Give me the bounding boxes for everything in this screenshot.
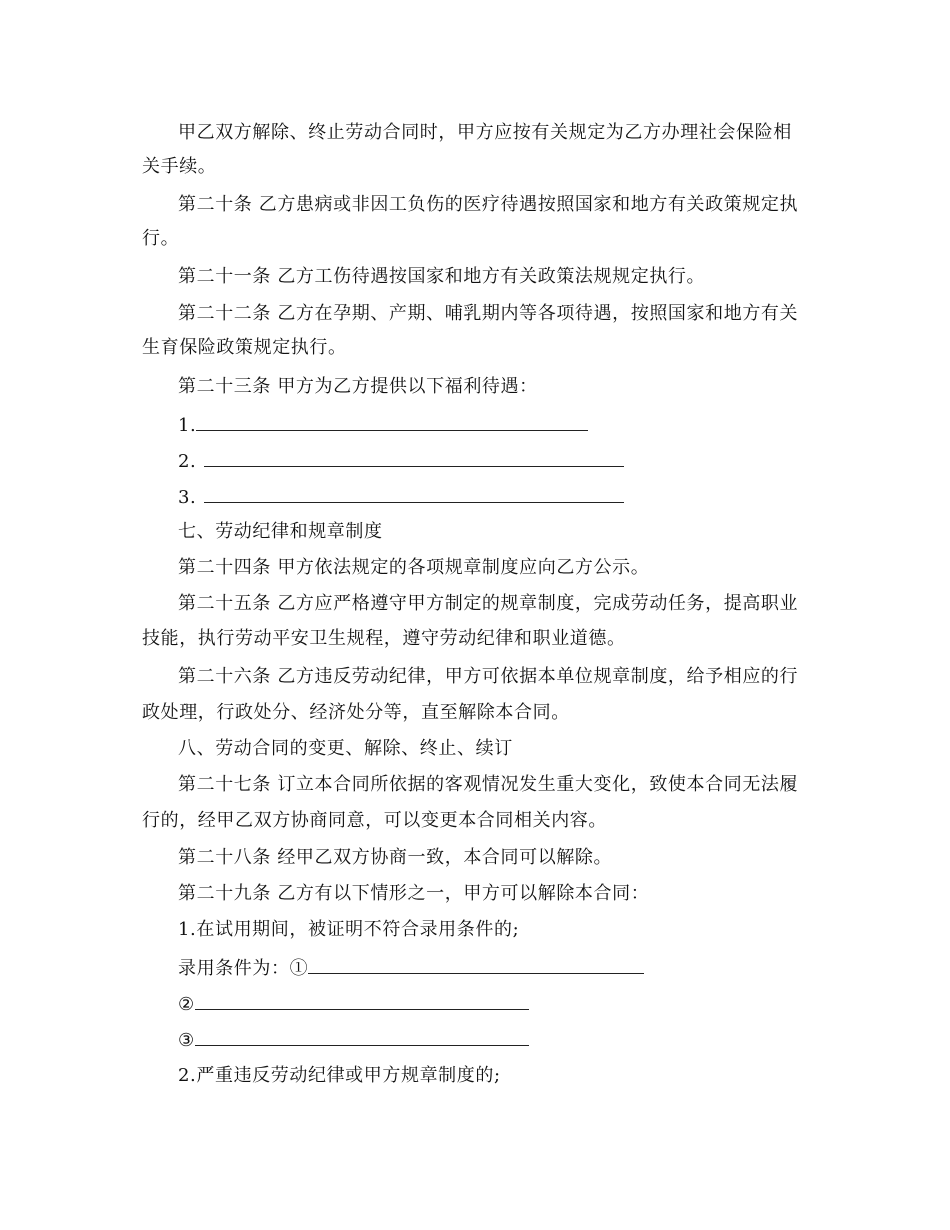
blank-fill-line[interactable] bbox=[196, 412, 588, 431]
article-25: 第二十五条 乙方应严格遵守甲方制定的规章制度，完成劳动任务，提高职业 bbox=[178, 593, 799, 614]
section-heading-8: 八、劳动合同的变更、解除、终止、续订 bbox=[178, 738, 513, 759]
paragraph-line: 技能，执行劳动平安卫生规程，遵守劳动纪律和职业道德。 bbox=[142, 628, 626, 649]
welfare-item-1 bbox=[178, 412, 848, 438]
article-20: 第二十条 乙方患病或非因工负伤的医疗待遇按照国家和地方有关政策规定执 bbox=[178, 194, 799, 215]
article-27: 第二十七条 订立本合同所依据的客观情况发生重大变化，致使本合同无法履 bbox=[178, 774, 799, 795]
blank-fill-line[interactable] bbox=[195, 991, 529, 1010]
blank-fill-line[interactable] bbox=[195, 1027, 529, 1046]
article-28: 第二十八条 经甲乙双方协商一致，本合同可以解除。 bbox=[178, 847, 613, 868]
blank-fill-line[interactable] bbox=[204, 448, 624, 467]
article-21: 第二十一条 乙方工伤待遇按国家和地方有关政策法规规定执行。 bbox=[178, 266, 706, 287]
article-26: 第二十六条 乙方违反劳动纪律，甲方可依据本单位规章制度，给予相应的行 bbox=[178, 666, 799, 687]
hiring-condition-marker: ③ bbox=[178, 1030, 195, 1051]
article-23: 第二十三条 甲方为乙方提供以下福利待遇： bbox=[178, 376, 538, 397]
dismissal-condition-2: 2.严重违反劳动纪律或甲方规章制度的; bbox=[178, 1065, 501, 1086]
hiring-condition-marker: ② bbox=[178, 994, 195, 1015]
paragraph-line: 甲乙双方解除、终止劳动合同时，甲方应按有关规定为乙方办理社会保险相 bbox=[178, 122, 792, 143]
article-24: 第二十四条 甲方依法规定的各项规章制度应向乙方公示。 bbox=[178, 557, 650, 578]
welfare-item-number: 1. bbox=[178, 415, 197, 436]
paragraph-line: 政处理，行政处分、经济处分等，直至解除本合同。 bbox=[142, 702, 570, 723]
paragraph-line: 关手续。 bbox=[142, 156, 217, 177]
welfare-item-number: 2. bbox=[178, 451, 197, 472]
dismissal-condition-1: 1.在试用期间，被证明不符合录用条件的; bbox=[178, 919, 520, 940]
paragraph-line: 生育保险政策规定执行。 bbox=[142, 337, 347, 358]
hiring-condition-label: 录用条件为：① bbox=[178, 958, 309, 979]
hiring-condition-1 bbox=[178, 955, 848, 981]
section-heading-7: 七、劳动纪律和规章制度 bbox=[178, 521, 383, 542]
hiring-condition-2 bbox=[178, 991, 848, 1017]
welfare-item-3 bbox=[178, 484, 848, 510]
hiring-condition-3 bbox=[178, 1027, 848, 1053]
welfare-item-2 bbox=[178, 448, 848, 474]
article-29: 第二十九条 乙方有以下情形之一，甲方可以解除本合同： bbox=[178, 883, 650, 904]
blank-fill-line[interactable] bbox=[308, 955, 644, 974]
article-22: 第二十二条 乙方在孕期、产期、哺乳期内等各项待遇，按照国家和地方有关 bbox=[178, 303, 799, 324]
blank-fill-line[interactable] bbox=[204, 484, 624, 503]
paragraph-line: 行。 bbox=[142, 228, 180, 249]
welfare-item-number: 3. bbox=[178, 487, 197, 508]
paragraph-line: 行的，经甲乙双方协商同意，可以变更本合同相关内容。 bbox=[142, 810, 607, 831]
